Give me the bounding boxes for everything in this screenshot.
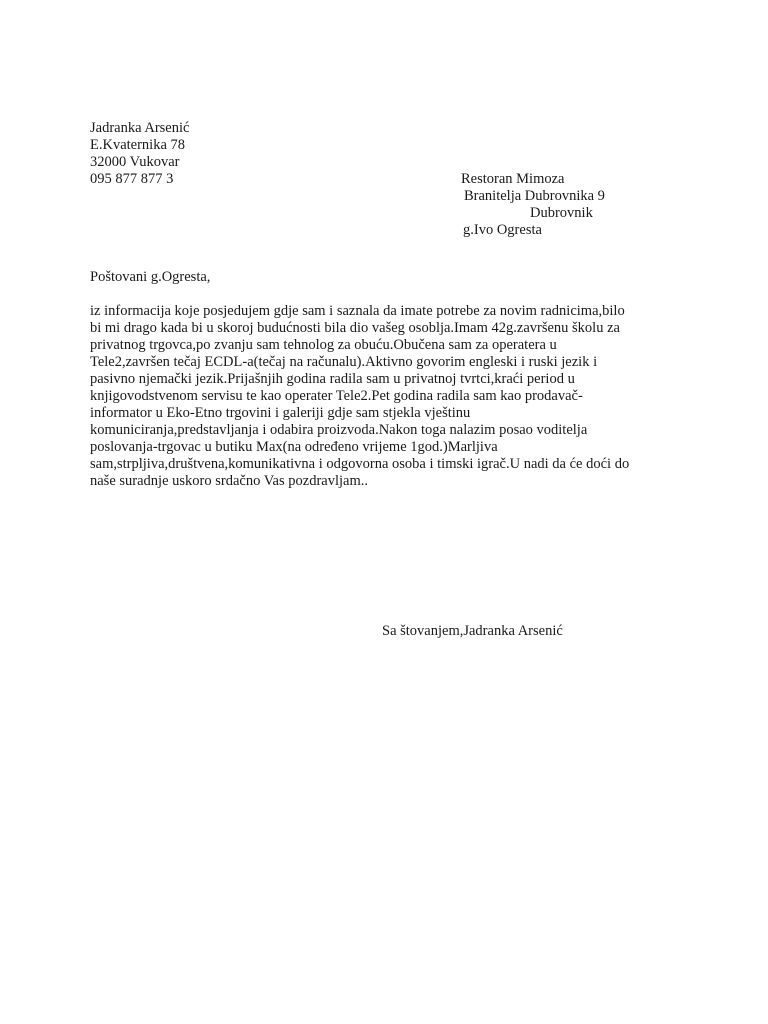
salutation: Poštovani g.Ogresta, [90, 269, 211, 285]
sender-address-block [90, 120, 189, 188]
body-line: pasivno njemački jezik.Prijašnjih godina radila sam u privatnoj tvrtci,kraći period u [90, 371, 575, 387]
recipient-person: g.Ivo Ogresta [463, 222, 542, 238]
closing-signature: Sa štovanjem,Jadranka Arsenić [382, 623, 563, 639]
body-line: privatnog trgovca,po zvanju sam tehnolog za obuću.Obučena sam za operatera u [90, 337, 557, 353]
body-line: naše suradnje uskoro srdačno Vas pozdravljam.. [90, 473, 368, 489]
sender-street: E.Kvaternika 78 [90, 137, 186, 153]
body-line: informator u Eko-Etno trgovini i galeriji gdje sam stjekla vještinu [90, 405, 471, 421]
body-line: bi mi drago kada bi u skoroj budućnosti bila dio vašeg osoblja.Imam 42g.završenu školu za [90, 320, 620, 336]
body-line: Tele2,završen tečaj ECDL-a(tečaj na računalu).Aktivno govorim engleski i ruski jezik i [90, 354, 598, 370]
sender-name: Jadranka Arsenić [90, 120, 190, 136]
sender-city: 32000 Vukovar [90, 154, 180, 170]
body-line: knjigovodstvenom servisu te kao operater Tele2.Pet godina radila sam kao prodavač- [90, 388, 583, 404]
body-line: sam,strpljiva,društvena,komunikativna i odgovorna osoba i timski igrač.U nadi da će doći do [90, 456, 630, 472]
recipient-street: Branitelja Dubrovnika 9 [464, 188, 605, 204]
body-line: iz informacija koje posjedujem gdje sam i saznala da imate potrebe za novim radnicima,bilo [90, 303, 625, 319]
letter-body [90, 303, 629, 490]
recipient-city: Dubrovnik [530, 205, 593, 221]
recipient-company: Restoran Mimoza [461, 171, 565, 187]
sender-phone: 095 877 877 3 [90, 171, 174, 187]
body-line: poslovanja-trgovac u butiku Max(na određeno vrijeme 1god.)Marljiva [90, 439, 498, 455]
body-line: komuniciranja,predstavljanja i odabira proizvoda.Nakon toga nalazim posao voditelja [90, 422, 588, 438]
